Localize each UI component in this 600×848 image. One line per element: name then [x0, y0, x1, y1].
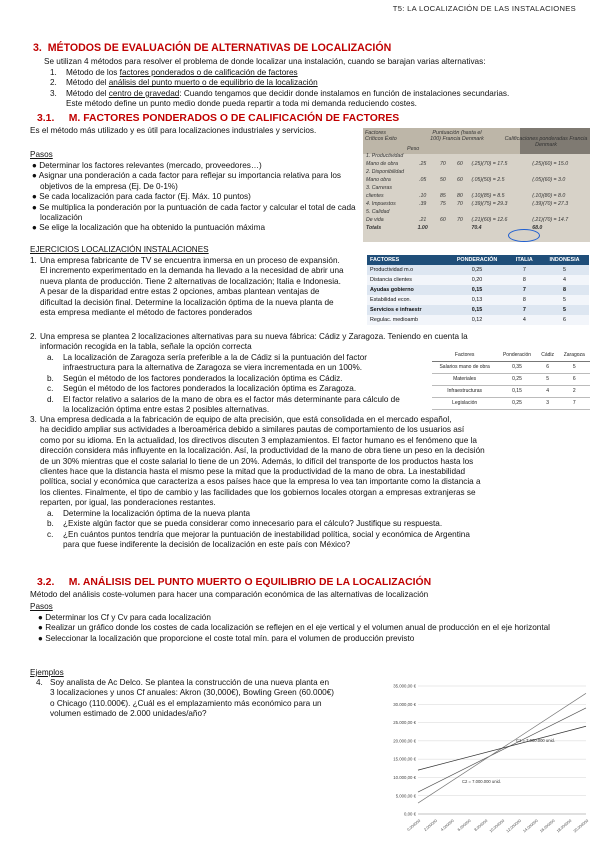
t2-row: [432, 374, 590, 386]
factor-table-row: [363, 160, 590, 168]
factor-table-cell: 70: [457, 217, 463, 223]
y-tick-label: 5.000,00 €: [395, 793, 416, 799]
step-item: ● Determinar los Cf y Cv para cada localización: [38, 613, 211, 622]
t1-row: [367, 285, 589, 295]
t1-cell: Regulac. medioamb: [370, 317, 418, 323]
x-tick-label: 8,000000: [473, 818, 489, 833]
option-item: a. Determine la localización óptima de la nueva planta: [47, 509, 251, 518]
italy-indonesia-table: [367, 255, 589, 325]
factor-table-row: [363, 176, 590, 184]
t2-header: Cádiz: [541, 352, 555, 358]
exercise-3-options: [47, 509, 587, 551]
t2-header: Ponderación: [502, 352, 532, 358]
t1-row: [367, 295, 589, 305]
t1-cell: 8: [522, 297, 526, 303]
factor-table-cell: (.05)(60) = 3.0: [532, 177, 566, 183]
t2-cell: 6: [572, 376, 576, 382]
x-tick-label: 16,000000: [539, 818, 556, 834]
factor-table-cell: 1.00: [417, 225, 428, 231]
factor-table-cell: (.39)(75) = 29.3: [471, 201, 508, 207]
t1-cell: 8: [562, 287, 566, 293]
t2-cell: 7: [572, 400, 576, 406]
factor-table-row: [363, 200, 590, 208]
factor-table-cell: [411, 152, 434, 160]
t2-cell: 5: [546, 376, 550, 382]
factor-table-cell: [529, 152, 590, 160]
factor-table-cell: 80: [457, 193, 463, 199]
t1-cell: 7: [522, 267, 526, 273]
section-32-title: [37, 576, 431, 589]
factor-table-h4: Calificaciones ponderadas Francia Denmark: [504, 136, 588, 149]
factor-table-cell: 60: [457, 161, 463, 167]
factor-table-cell: 75: [439, 201, 446, 207]
step-item: ● Se elige la localización que ha obtenido la puntuación máxima: [32, 223, 265, 233]
factor-table-cell: .10: [419, 193, 427, 199]
x-tick-label: 14,000000: [522, 818, 539, 834]
factor-table-cell: .21: [419, 217, 427, 223]
t1-cell: 5: [562, 307, 566, 313]
t2-header: Zaragoza: [563, 352, 585, 358]
option-item: b. Según el método de los factores ponderados la localización óptima es Cádiz.: [47, 373, 343, 383]
t1-header: INDONESIA: [549, 257, 580, 263]
t1-cell: Productividad m.o: [370, 267, 414, 273]
method-item: 2. Método del análisis del punto muerto o de equilibrio de la localización: [50, 78, 318, 88]
t1-header: PONDERACIÓN: [456, 257, 498, 263]
t1-header: FACTORES: [370, 257, 400, 263]
section-3-number: 3.: [33, 42, 42, 54]
step-item: ● Seleccionar la localización que proporcione el coste total mín. para el volumen de producción previsto: [38, 633, 415, 643]
factor-table-cell: 2. Disponibilidad: [366, 169, 405, 175]
factor-table-row: [363, 192, 590, 200]
x-tick-label: 20,000000: [572, 818, 590, 834]
method-item: 1. Método de los factores ponderados o de calificación de factores: [50, 68, 298, 77]
t2-cell: 0,15: [512, 388, 522, 394]
chart-annotation: C1 = 7.000.000 unid.: [516, 738, 555, 743]
factor-table-cell: [468, 168, 529, 176]
t2-cell: 3: [546, 400, 550, 406]
t2-row: [432, 398, 590, 410]
t2-cell: Infraestructuras: [447, 388, 482, 394]
y-tick-label: 35.000,00 €: [393, 683, 416, 689]
y-tick-label: 20.000,00 €: [393, 738, 416, 744]
factor-table-cell: [529, 168, 590, 176]
t1-row: [367, 265, 589, 275]
t2-cell: 2: [572, 388, 576, 394]
t2-cell: Legislación: [452, 400, 478, 406]
steps-list: [30, 161, 362, 234]
t1-cell: 0,12: [471, 317, 483, 323]
t1-cell: 0,20: [471, 277, 483, 283]
factor-table-cell: (.25)(70) = 17.5: [471, 161, 508, 167]
x-tick-label: 2,000000: [423, 818, 439, 833]
t1-cell: Distancia clientes: [370, 277, 412, 283]
exercise-1-text: Una empresa fabricante de TV se encuentra inmersa en un proceso de expansión. El incremento experimentado en la demanda ha llevado a la necesidad de abrir una nueva planta de producción. Tiene 2 alternativas de localización; Italia e Indonesia. A pesar de la disparidad entre estas 2 opciones, ambas plantean ventajas de dificultad la decisión final. Determine la localización óptima de la nueva planta de esta empresa mediante el método de factores ponderados: [40, 256, 344, 318]
t1-cell: 8: [522, 277, 526, 283]
section-32-number: 3.2.: [37, 577, 55, 588]
t2-cell: 4: [546, 388, 550, 394]
section-31-desc: Es el método más utilizado y es útil para localizaciones industriales y servicios.: [30, 126, 317, 135]
series-line: [418, 726, 586, 770]
factor-table-cell: 60: [457, 177, 463, 183]
t1-cell: 5: [562, 297, 566, 303]
factor-table-h1: Factores Críticos Éxito: [365, 130, 397, 143]
pasos-label: Pasos: [30, 150, 53, 159]
pasos-label-2: Pasos: [30, 602, 53, 611]
t1-cell: Estabilidad econ.: [370, 297, 412, 303]
factor-table-cell: clientes: [366, 193, 384, 199]
factor-table-cell: (.25)(60) = 15.0: [532, 161, 569, 167]
x-tick-label: 10,000000: [488, 818, 506, 834]
t1-cell: 4: [522, 317, 526, 323]
option-item: c. Según el método de los factores ponderados la localización óptima es Zaragoza.: [47, 384, 357, 394]
factor-table-cell: Mano de obra: [366, 161, 399, 167]
t2-cell: Salarios mano de obra: [439, 364, 490, 370]
t1-cell: 0,13: [471, 297, 483, 303]
factor-table-cell: Totals: [366, 225, 382, 231]
x-tick-label: 12,000000: [505, 818, 523, 834]
t2-row: [432, 362, 590, 374]
factor-table-cell: De vida: [366, 217, 384, 223]
methods-list: [50, 68, 509, 110]
cadiz-zaragoza-table: [432, 350, 590, 410]
t2-cell: Materiales: [453, 376, 477, 382]
factor-table-cell: 1. Productividad: [366, 153, 404, 159]
t1-cell: 0,15: [471, 307, 483, 313]
method-item: 3. Método del centro de gravedad: Cuando tengamos que decidir donde instalamos en función de instalaciones secundarias.: [50, 88, 510, 98]
y-tick-label: 15.000,00 €: [393, 756, 416, 762]
factor-table-cell: 70.4: [471, 225, 482, 231]
factor-table-cell: [468, 184, 529, 192]
t1-cell: 0,15: [471, 287, 483, 293]
factor-table-row: [363, 224, 590, 232]
factor-table-cell: [434, 168, 451, 176]
steps-list-2: [36, 613, 566, 644]
section-3-heading: MÉTODOS DE EVALUACIÓN DE ALTERNATIVAS DE LOCALIZACIÓN: [47, 42, 392, 54]
total-highlight-circle: [508, 229, 540, 242]
t1-cell: 5: [562, 267, 566, 273]
step-item: ● Asignar una ponderación a cada factor para reflejar su importancia relativa para los objetivos de la empresa (Ej. De 0-1%): [32, 171, 341, 191]
factor-table-cell: Mano obra: [366, 177, 391, 183]
t1-row: [367, 275, 589, 285]
factor-table-cell: [434, 152, 451, 160]
t2-cell: 6: [546, 364, 550, 370]
exercise-2-text: Una empresa se plantea 2 localizaciones alternativas para su nueva fábrica: Cádiz y Zaragoza. Teniendo en cuenta la información recogida en la tabla, señale la opción correcta: [40, 332, 468, 352]
factor-table-cell: [468, 152, 529, 160]
y-tick-label: 10.000,00 €: [393, 775, 416, 781]
chart-annotation: C2 = 7.000.000 unid.: [462, 779, 501, 784]
factor-table-h3: Puntuación (hasta el 100) Francia Denmark: [430, 130, 484, 143]
factor-table-cell: (.05)(50) = 2.5: [471, 177, 505, 183]
t1-cell: Servicios e infraestr: [370, 307, 422, 313]
factor-table-cell: (.21)(70) = 14.7: [532, 217, 569, 223]
step-item: ● Se multiplica la ponderación por la puntuación de cada factor y calcular el total de cada localización: [32, 202, 356, 223]
t1-cell: 0,25: [471, 267, 483, 273]
t1-header: ITALIA: [515, 257, 533, 263]
factor-table-image: [363, 128, 590, 242]
exercise-3-text: Una empresa dedicada a la fabricación de equipo de alta precisión, que está consolidada en el mercado español, ha decidido ampliar sus actividades a Iberoamérica debido a similares pautas de comportamiento de los usuarios así como por su idioma. En la actualidad, los directivos discuten 3 emplazamientos. El factor humano es el fenómeno que la dirección considera más influyente en la localización. Así, la productividad de la mano de obra tiene un peso en la decisión de un 30% mientras que el coste salarial lo tiene de un 20%. Además, lo difícil del transporte de los productos hasta los clientes hace que la distancia hasta el mismo pese la mitad que la productividad de la mano de obra. La inestabilidad política, social y económica que caracteriza a esos países hace que la empresa lo vea tan importante como la distancia a los clientes. Finalmente, el tipo de cambio y las facilidades que los gobiernos locales otorgan a empresas extranjeras se reparten, por igual, las ponderaciones restantes.: [40, 415, 485, 508]
break-even-chart: [378, 680, 592, 842]
t2-header: Factores: [454, 352, 475, 358]
x-tick-label: 18,000000: [556, 818, 573, 834]
t1-cell: Ayudas gobierno: [370, 287, 414, 293]
t1-cell: 7: [522, 307, 526, 313]
factor-table: [363, 152, 590, 232]
factor-table-h2: Peso: [407, 146, 420, 152]
factor-table-row: [363, 208, 590, 216]
factor-table-cell: .39: [419, 201, 427, 207]
y-tick-label: 0,00 €: [404, 811, 416, 817]
t2-cell: 0,35: [512, 364, 522, 370]
t2-row: [432, 386, 590, 398]
t2-cell: 0,25: [512, 400, 522, 406]
section-32-desc: Método del análisis coste-volumen para hacer una comparación económica de las alternativas de localización: [30, 590, 429, 599]
factor-table-cell: (.21)(60) = 12.6: [471, 217, 508, 223]
step-item: ● Realizar un gráfico donde los costes de cada localización se reflejen en el eje vertical y el volumen anual de producción en el eje horizontal: [38, 623, 550, 633]
factor-table-row: [363, 168, 590, 176]
factor-table-cell: 50: [439, 177, 446, 183]
ejemplos-label: Ejemplos: [30, 668, 64, 677]
factor-table-cell: [529, 208, 590, 216]
option-item: a. La localización de Zaragoza sería preferible a la de Cádiz si la puntuación del factor infraestructura para la alternativa de Zaragoza se viera incrementada en un 100%.: [47, 353, 368, 373]
y-tick-label: 30.000,00 €: [393, 701, 416, 707]
section-3-title: [33, 42, 391, 55]
section-31-heading: M. FACTORES PONDERADOS O DE CALIFICACIÓN DE FACTORES: [68, 113, 400, 124]
option-item: c. ¿En cuántos puntos tendría que mejorar la puntuación de inestabilidad política, social y económica de Argentina para que fuese indiferente la decisión de localización en este país con México?: [47, 529, 470, 550]
x-tick-label: 4,000000: [440, 818, 455, 833]
factor-table-row: [363, 152, 590, 160]
exercise-2-options: [47, 353, 412, 415]
t1-cell: 6: [562, 317, 566, 323]
factor-table-cell: (.10)(85) = 8.5: [471, 193, 505, 199]
factor-table-cell: [451, 224, 468, 232]
factor-table-cell: (.39)(70) = 27.3: [532, 201, 569, 207]
section-32-heading: M. ANÁLISIS DEL PUNTO MUERTO O EQUILIBRIO DE LA LOCALIZACIÓN: [68, 577, 432, 588]
factor-table-cell: (.10)(80) = 8.0: [532, 193, 566, 199]
page-header: T5: LA LOCALIZACIÓN DE LAS INSTALACIONES: [392, 4, 576, 13]
factor-table-cell: 60: [439, 217, 446, 223]
t1-cell: 7: [522, 287, 526, 293]
t1-cell: 4: [562, 277, 566, 283]
factor-table-row: [363, 184, 590, 192]
factor-table-cell: [529, 184, 590, 192]
factor-table-cell: .25: [419, 161, 427, 167]
t2-cell: 5: [572, 364, 576, 370]
factor-table-cell: [411, 184, 434, 192]
factor-table-cell: 3. Carreras: [366, 185, 392, 191]
factor-table-cell: .05: [419, 177, 427, 183]
factor-table-cell: [468, 208, 529, 216]
y-tick-label: 25.000,00 €: [393, 720, 416, 726]
factor-table-cell: [411, 168, 434, 176]
factor-table-cell: [411, 208, 434, 216]
factor-table-cell: 85: [439, 193, 446, 199]
section-31-number: 3.1.: [37, 113, 55, 124]
factor-table-cell: [451, 184, 468, 192]
x-tick-label: 0,000000: [406, 818, 422, 833]
factor-table-cell: [434, 184, 451, 192]
factor-table-cell: [434, 224, 451, 232]
x-tick-label: 6,000000: [456, 818, 472, 833]
exercise-4-text: Soy analista de Ac Delco. Se plantea la construcción de una nueva planta en 3 localizaciones y unos Cf anuales: Akron (30,000€), Bowling Green (60.000€) o Chicago (110.000€). ¿Cuál es el emplazamiento más económico para un volumen estimado de 2.000 unidades/año?: [50, 678, 334, 719]
factor-table-cell: [434, 208, 451, 216]
factor-table-cell: 70: [439, 161, 446, 167]
factor-table-cell: 70: [457, 201, 463, 207]
factor-table-cell: 68.0: [532, 225, 543, 231]
series-line: [418, 708, 586, 792]
factor-table-cell: [451, 152, 468, 160]
option-item: d. El factor relativo a salarios de la mano de obra es el factor más determinante para cálculo de la localización óptima entre estas 2 posibles alternativas.: [47, 394, 400, 415]
t2-cell: 0,25: [512, 376, 522, 382]
method-item-cont: Este método define un punto medio donde pueda repartir a toda mi demanda reduciendo costes.: [66, 99, 417, 109]
factor-table-cell: 5. Calidad: [366, 209, 390, 215]
ejercicios-title: EJERCICIOS LOCALIZACIÓN INSTALACIONES: [30, 245, 209, 254]
section-31-title: [37, 112, 399, 125]
option-item: b. ¿Existe algún factor que se pueda considerar como innecesario para el cálculo? Justifique su respuesta.: [47, 519, 443, 529]
factor-table-cell: [451, 168, 468, 176]
t1-row: [367, 305, 589, 315]
step-item: ● Se cada localización para cada factor (Ej. Máx. 10 puntos): [32, 192, 251, 202]
step-item: ● Determinar los factores relevantes (mercado, proveedores…): [32, 161, 262, 170]
factor-table-row: [363, 216, 590, 224]
t1-row: [367, 315, 589, 325]
factor-table-cell: 4. Impuestos: [366, 201, 396, 207]
section-3-intro: Se utilizan 4 métodos para resolver el problema de donde localizar una instalación, cuando se barajan varias alternativas:: [44, 57, 486, 66]
factor-table-cell: [451, 208, 468, 216]
